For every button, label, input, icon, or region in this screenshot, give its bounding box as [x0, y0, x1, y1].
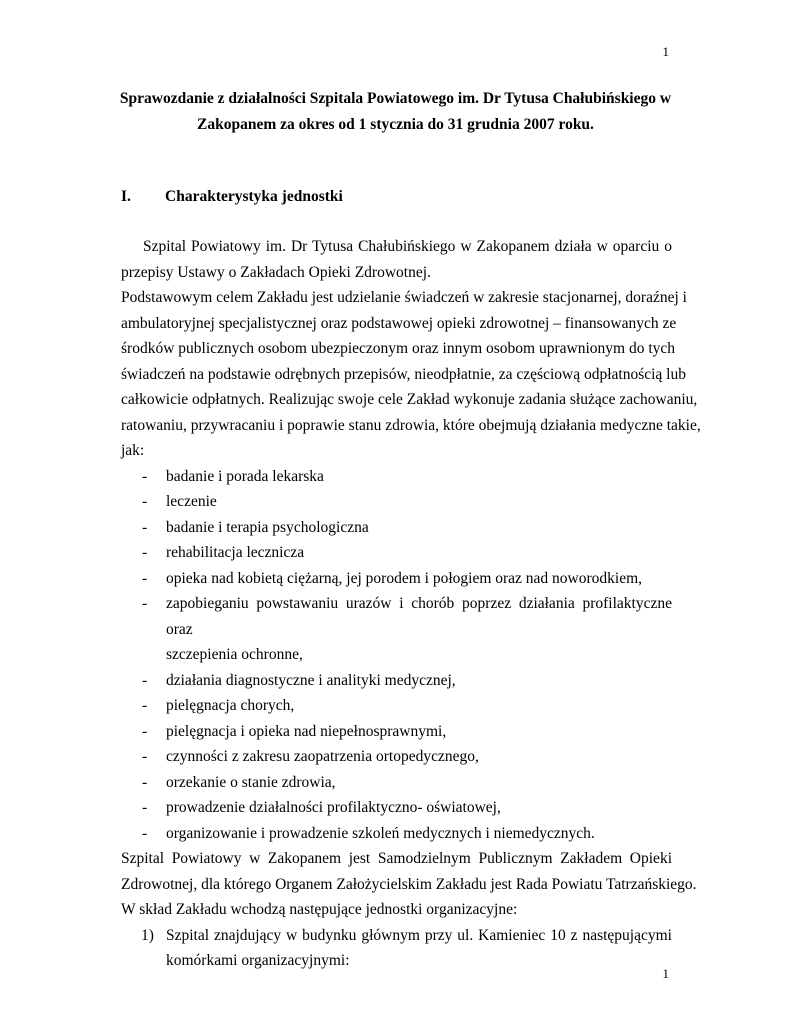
list-item-text: leczenie — [166, 493, 217, 510]
list-item-text: opieka nad kobietą ciężarną, jej porodem i połogiem oraz nad noworodkiem, — [166, 569, 643, 587]
unit-line-2: komórkami organizacyjnymi: — [166, 952, 350, 969]
activities-list — [121, 464, 672, 847]
dash-marker: - — [142, 671, 148, 689]
list-item — [121, 719, 672, 745]
dash-marker: - — [142, 824, 148, 842]
dash-marker: - — [142, 518, 148, 536]
list-item — [121, 566, 672, 592]
list-item-text: zapobieganiu powstawaniu urazów i chorób poprzez działania profilaktyczne oraz — [166, 595, 672, 638]
purpose-line: ratowaniu, przywracaniu i poprawie stanu zdrowia, które obejmują działania medyczne takie, — [121, 416, 701, 434]
list-item — [121, 821, 672, 847]
list-item — [121, 464, 672, 490]
dash-marker: - — [142, 595, 148, 612]
list-item-text: prowadzenie działalności profilaktyczno- oświatowej, — [166, 799, 501, 816]
status-line-2: Zdrowotnej, dla którego Organem Założycielskim Zakładu jest Rada Powiatu Tatrzańskiego. — [121, 875, 697, 893]
dash-marker: - — [142, 799, 148, 816]
dash-marker: - — [142, 697, 148, 714]
status-line-3: W skład Zakładu wchodzą następujące jednostki organizacyjne: — [121, 901, 518, 918]
purpose-line: Podstawowym celem Zakładu jest udzielanie świadczeń w zakresie stacjonarnej, doraźnej i — [121, 289, 687, 306]
document-title — [118, 86, 673, 138]
purpose-line: ambulatoryjnej specjalistycznej oraz podstawowej opieki zdrowotnej – finansowanych ze — [121, 314, 677, 332]
list-item-text-continued: szczepienia ochronne, — [166, 646, 303, 663]
units-list — [121, 923, 672, 974]
purpose-line: jak: — [121, 442, 145, 459]
dash-marker: - — [142, 467, 148, 485]
purpose-line: świadczeń na podstawie odrębnych przepisów, nieodpłatnie, za częściową odpłatnością lub — [121, 365, 686, 383]
list-item-text: organizowanie i prowadzenie szkoleń medycznych i niemedycznych. — [166, 824, 595, 842]
dash-marker: - — [142, 773, 148, 791]
list-item-text: badanie i porada lekarska — [166, 467, 324, 485]
list-item-text: badanie i terapia psychologiczna — [166, 518, 369, 536]
list-item — [121, 668, 672, 694]
purpose-line: całkowicie odpłatnych. Realizując swoje cele Zakład wykonuje zadania służące zachowaniu, — [121, 391, 698, 408]
list-number: 1) — [141, 926, 154, 944]
dash-marker: - — [142, 569, 148, 587]
purpose-line: środków publicznych osobom ubezpieczonym oraz innym osobom uprawnionym do tych — [121, 340, 676, 357]
list-item — [121, 923, 672, 974]
list-item — [121, 770, 672, 796]
dash-marker: - — [142, 544, 148, 561]
list-item — [121, 744, 672, 770]
list-item-text: działania diagnostyczne i analityki medycznej, — [166, 671, 456, 689]
intro-line-1: Szpital Powiatowy im. Dr Tytusa Chałubińskiego w Zakopanem działa w oparciu o — [143, 238, 672, 255]
list-item-text: pielęgnacja chorych, — [166, 697, 295, 714]
section-heading — [121, 186, 343, 208]
dash-marker: - — [142, 748, 148, 765]
page-number-bottom: 1 — [662, 966, 669, 981]
list-item-text: orzekanie o stanie zdrowia, — [166, 773, 336, 791]
list-item — [121, 795, 672, 821]
document-body — [121, 234, 701, 974]
list-item — [121, 515, 672, 541]
purpose-paragraph — [121, 285, 701, 464]
list-item — [121, 540, 672, 566]
list-item — [121, 489, 672, 515]
status-line-1: Szpital Powiatowy w Zakopanem jest Samodzielnym Publicznym Zakładem Opieki — [121, 850, 672, 867]
intro-line-2: przepisy Ustawy o Zakładach Opieki Zdrowotnej. — [121, 263, 431, 281]
page-number-top: 1 — [662, 44, 669, 59]
dash-marker: - — [142, 722, 148, 740]
title-line-2: Zakopanem za okres od 1 stycznia do 31 grudnia 2007 roku. — [197, 116, 594, 133]
section-number: I. — [121, 188, 131, 205]
dash-marker: - — [142, 493, 148, 510]
list-item — [121, 591, 672, 668]
list-item-text: pielęgnacja i opieka nad niepełnosprawnymi, — [166, 722, 447, 740]
unit-line-1: Szpital znajdujący w budynku głównym przy ul. Kamieniec 10 z następującymi — [166, 926, 672, 944]
title-line-1: Sprawozdanie z działalności Szpitala Powiatowego im. Dr Tytusa Chałubińskiego w — [119, 90, 672, 107]
section-title: Charakterystyka jednostki — [165, 188, 343, 205]
list-item-text: rehabilitacja lecznicza — [166, 544, 305, 561]
list-item-text: czynności z zakresu zaopatrzenia ortopedycznego, — [166, 748, 479, 765]
intro-paragraph — [121, 234, 672, 285]
status-paragraph — [121, 846, 697, 923]
list-item — [121, 693, 672, 719]
